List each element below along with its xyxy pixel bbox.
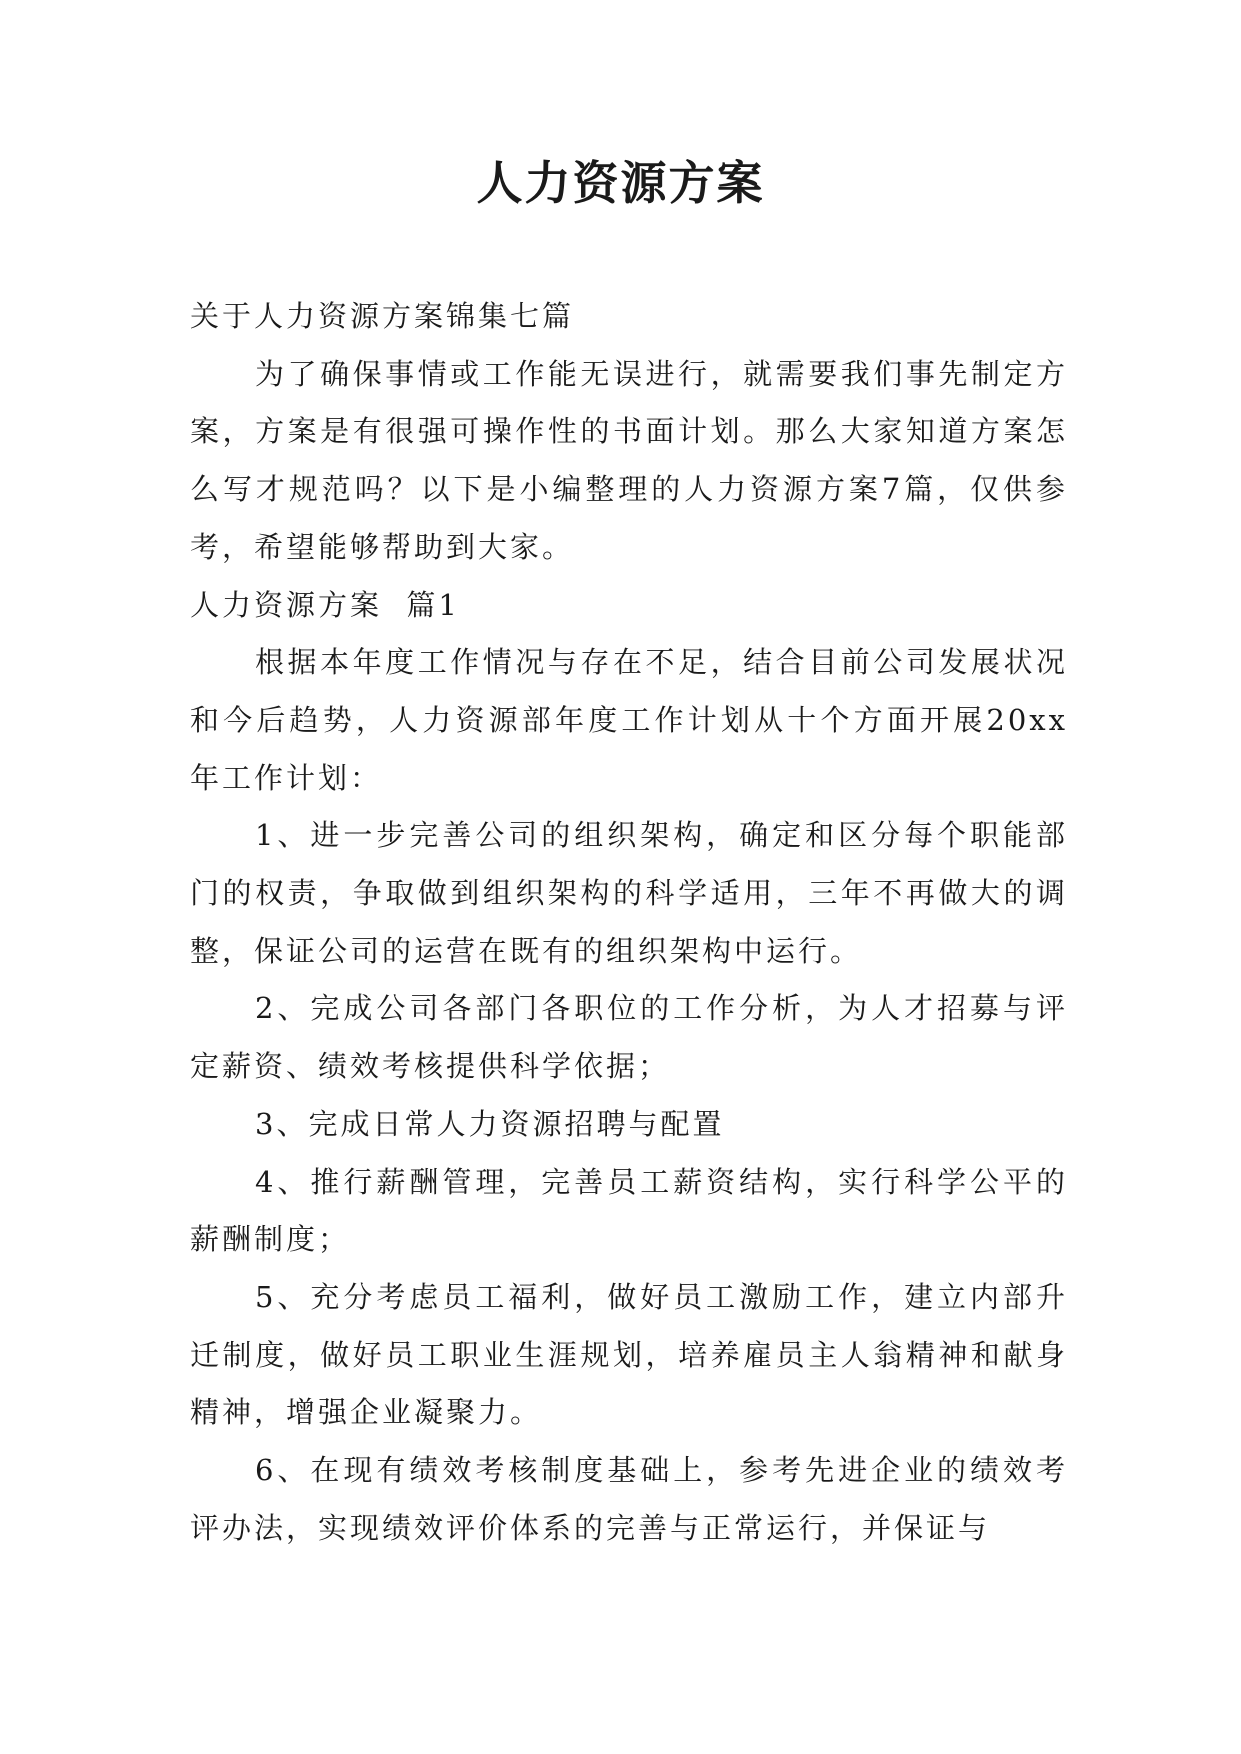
plan-item: 5、充分考虑员工福利，做好员工激励工作，建立内部升迁制度，做好员工职业生涯规划，培养雇员主人翁精神和献身精神，增强企业凝聚力。: [190, 1279, 1068, 1430]
section-heading: 人力资源方案 篇1: [190, 587, 460, 622]
section-intro-paragraph: 根据本年度工作情况与存在不足，结合目前公司发展状况和今后趋势，人力资源部年度工作计划从十个方面开展20xx年工作计划：: [190, 645, 1068, 795]
plan-item: 2、完成公司各部门各职位的工作分析，为人才招募与评定薪资、绩效考核提供科学依据；: [190, 991, 1068, 1084]
plan-item: 1、进一步完善公司的组织架构，确定和区分每个职能部门的权责，争取做到组织架构的科学适用，三年不再做大的调整，保证公司的运营在既有的组织架构中运行。: [190, 818, 1068, 968]
document-subtitle: 关于人力资源方案锦集七篇: [190, 299, 575, 333]
document-title: 人力资源方案: [476, 156, 765, 210]
plan-item: 3、完成日常人力资源招聘与配置: [255, 1106, 725, 1141]
document-body: [190, 288, 1068, 1557]
intro-paragraph: 为了确保事情或工作能无误进行，就需要我们事先制定方案，方案是有很强可操作性的书面计划。那么大家知道方案怎么写才规范吗？以下是小编整理的人力资源方案7篇，仅供参考，希望能够帮助到大家。: [190, 356, 1068, 564]
plan-item: 4、推行薪酬管理，完善员工薪资结构，实行科学公平的薪酬制度；: [190, 1164, 1068, 1257]
plan-item: 6、在现有绩效考核制度基础上，参考先进企业的绩效考评办法，实现绩效评价体系的完善与正常运行，并保证与: [190, 1453, 1068, 1545]
